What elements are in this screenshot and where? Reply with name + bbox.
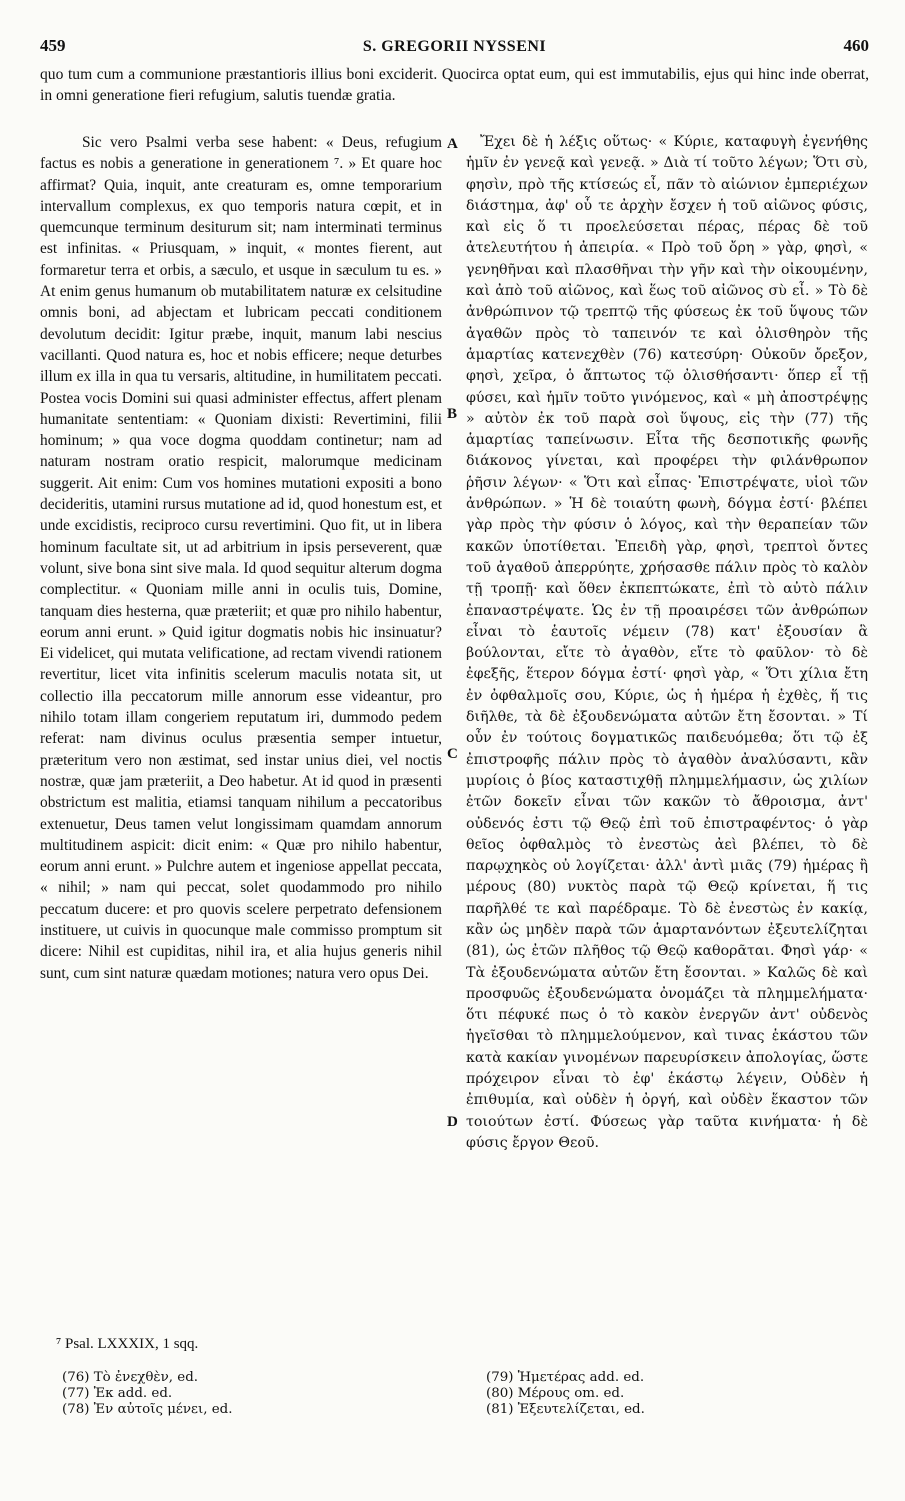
margin-marker-c: C — [447, 746, 458, 762]
note-80: (80) Μέρους om. ed. — [486, 1386, 625, 1401]
note-77: (77) Ἐκ add. ed. — [62, 1386, 173, 1401]
latin-column — [40, 132, 442, 984]
left-page-number: 459 — [40, 36, 66, 55]
intro-paragraph: quo tum cum a communione præstantioris illius boni exciderit. Quocirca optat eum, qui est immutabilis, ejus qui hinc inde oberrat, in omni generatione fieri refugium, salutis tuendæ gratia. — [40, 66, 869, 104]
notes-right — [486, 1370, 645, 1418]
note-81: (81) Ἐξευτελίζεται, ed. — [486, 1402, 645, 1417]
notes-left — [62, 1370, 232, 1418]
note-78: (78) Ἐν αὐτοῖς μένει, ed. — [62, 1402, 233, 1417]
margin-marker-b: B — [447, 406, 458, 422]
latin-paragraph: Sic vero Psalmi verba sese habent: « Deus, refugium factus es nobis a generatione in generationem ⁷. » Et quare hoc affirmat? Quia, inquit, ante creaturam es, omne temporarium intervallum complexus, ex quo temporis natura cœpit, et in quemcunque terminum desiturum sit; nam interminati terminus est infinitas. « Priusquam, » inquit, « montes fierent, aut formaretur terra et orbis, a sæculo, et usque in sæculum tu es. » At enim genus humanum ob mutabilitatem naturæ ex celsitudine omnis boni, ad abjectam et lubricam peccati conditionem devolutum decidit: Igitur præbe, inquit, manum labi nescius vacillanti. Quod natura es, hoc et nobis efficere; neque deturbes illum ex illa in qua tu versaris, altitudine, in humilitatem peccati. Postea vocis Domini sui quasi administer effectus, affert plenam humanitate sententiam: « Quoniam dixisti: Revertimini, filii hominum; » qua voce dogma quoddam continetur; nam ad naturam nostram oratio respicit, malorumque medicinam suggerit. Ait enim: Cum vos homines mutationi expositi a bono decideritis, utamini rursus mutatione ad id, quod honestum est, et unde excidistis, reciproco cursu revertimini. Quo fit, ut in libera hominum facultate sit, ut ad arbitrium in ipsis perseverent, quæ volunt, sive bona sint sive mala. Id quod sequitur alterum dogma complectitur. « Quoniam mille anni in oculis tuis, Domine, tanquam dies hesterna, quæ præteriit; et quæ pro nihilo habentur, eorum anni erunt. » Quid igitur dogmatis nobis hic insinuatur? Ei videlicet, qui mutata velificatione, ad rectam vivendi rationem revertitur, licet vita infinitis scelerum maculis notata sit, ut collectio illa peccatorum mille annorum esse videantur, pro nihilo totam illam congeriem reputatum iri, dummodo pedem referat: nam divinus oculus præsentia semper intuetur, præteritum vero non æstimat, sed instar unius diei, vel noctis nostræ, quæ jam præteriit, a Deo habetur. At id quod in præsenti obstrictum est malitia, etiamsi tanquam nihilum a peccatoribus extenuetur, Deus tamen velut longissimam quamdam annorum multitudinem aspicit: dicit enim: « Quæ pro nihilo habentur, eorum anni erunt. » Pulchre autem et ingeniose appellat peccata, « nihil; » nam qui peccat, solet quodammodo pro nihilo peccatum ducere: et pro quovis scelere perpetrato defensionem instituere, ut cuivis in quocunque male commisso promptum sit dicere: Nihil est cupiditas, nihil ira, et alia hujus generis nihil sunt, cum sint naturæ quædam motiones; natura vero opus Dei. — [40, 134, 442, 982]
greek-column — [466, 132, 868, 1154]
greek-paragraph: Ἔχει δὲ ἡ λέξις οὕτως· « Κύριε, καταφυγὴ ἐγενήθης ἡμῖν ἐν γενεᾷ καὶ γενεᾷ. » Διὰ τί τοῦτο λέγων; Ὅτι σὺ, φησὶν, πρὸ τῆς κτίσεώς εἶ, πᾶν τὸ αἰώνιον ἐμπεριέχων διάστημα, ἀφ' οὗ τε ἀρχὴν ἔσχεν ἡ τοῦ αἰῶνος φύσις, καὶ εἰς ὅ τι προελεύσεται πέρας, πέρας δὲ τοῦ ἀτελευτήτου ἡ ἀπειρία. « Πρὸ τοῦ ὄρη » γὰρ, φησὶ, « γενηθῆναι καὶ πλασθῆναι τὴν γῆν καὶ τὴν οἰκουμένην, καὶ ἀπὸ τοῦ αἰῶνος, καὶ ἕως τοῦ αἰῶνος σὺ εἶ. » Τὸ δὲ ἀνθρώπινον τῷ τρεπτῷ τῆς φύσεως ἐκ τοῦ ὕψους τῶν ἀγαθῶν πρὸς τὸ ταπεινόν τε καὶ ὀλισθηρὸν τῆς ἁμαρτίας κατενεχθὲν (76) κατεσύρη· Οὐκοῦν ὄρεξον, φησὶ, χεῖρα, ὁ ἄπτωτος τῷ ὀλισθήσαντι· ὅπερ εἶ τῇ φύσει, καὶ ἡμῖν τοῦτο γινόμενος, καὶ « μὴ ἀποστρέψῃς » αὐτὸν ἐκ τοῦ παρὰ σοὶ ὕψους, εἰς τὴν (77) τῆς ἁμαρτίας ταπείνωσιν. Εἶτα τῆς δεσποτικῆς φωνῆς διάκονος γίνεται, καὶ προφέρει τὴν φιλάνθρωπον ῥῆσιν λέγων· « Ὅτι καὶ εἶπας· Ἐπιστρέψατε, υἱοὶ τῶν ἀνθρώπων. » Ἡ δὲ τοιαύτη φωνὴ, δόγμα ἐστί· βλέπει γὰρ πρὸς τὴν φύσιν ὁ λόγος, καὶ τὴν θεραπείαν τῶν κακῶν ὑποτίθεται. Ἐπειδὴ γὰρ, φησὶ, τρεπτοὶ ὄντες τοῦ ἀγαθοῦ ἀπερρύητε, χρήσασθε πάλιν πρὸς τὸ καλὸν τῇ τροπῇ· καὶ ὅθεν ἐκπεπτώκατε, ἐπὶ τὸ αὐτὸ πάλιν ἐπαναστρέψατε. Ὡς ἐν τῇ προαιρέσει τῶν ἀνθρώπων εἶναι τὸ ἑαυτοῖς νέμειν (78) κατ' ἐξουσίαν ἃ βούλονται, εἴτε τὸ ἀγαθὸν, εἴτε τὸ φαῦλον· τὸ δὲ ἐφεξῆς, ἕτερον δόγμα ἐστί· φησὶ γὰρ, « Ὅτι χίλια ἔτη ἐν ὀφθαλμοῖς σου, Κύριε, ὡς ἡ ἡμέρα ἡ ἐχθὲς, ἥ τις διῆλθε, τὰ δὲ ἐξουδενώματα αὐτῶν ἔτη ἔσονται. » Τί οὖν ἐν τούτοις δογματικῶς παιδευόμεθα; ὅτι τῷ ἐξ ἐπιστροφῆς πάλιν πρὸς τὸ ἀγαθὸν ἀναλύσαντι, κἂν μυρίοις ὁ βίος καταστιχθῇ πλημμελήμασιν, ὡς χιλίων ἐτῶν δοκεῖν εἶναι τῶν κακῶν τὸ ἄθροισμα, ἀντ' οὐδενός ἐστι τῷ Θεῷ ἐπὶ τοῦ ἐπιστραφέντος· ὁ γὰρ θεῖος ὀφθαλμὸς τὸ ἐνεστὼς ἀεὶ βλέπει, τὸ δὲ παρῳχηκὸς οὐ λογίζεται· ἀλλ' ἀντὶ μιᾶς (79) ἡμέρας ἢ μέρους (80) νυκτὸς παρὰ τῷ Θεῷ κρίνεται, ἥ τις παρῆλθέ τε καὶ παρέδραμε. Τὸ δὲ ἐνεστὼς ἐν κακίᾳ, κἂν ὡς μηδὲν παρὰ τῶν ἁμαρτανόντων ἐξευτελίζηται (81), ὡς ἐτῶν πλῆθος τῷ Θεῷ καθορᾶται. Φησὶ γάρ· « Τὰ ἐξουδενώματα αὐτῶν ἔτη ἔσονται. » Καλῶς δὲ καὶ προσφυῶς ἐξουδενώματα ὀνομάζει τὰ πλημμελήματα· ὅτι πέφυκέ πως ὁ τὸ κακὸν ἐνεργῶν ἀντ' οὐδενὸς ἡγεῖσθαι τὸ πλημμελούμενον, καὶ τινας ἑκάστου τῶν κατὰ κακίαν γινομένων παρευρίσκειν ἀπολογίας, ὥστε πρόχειρον εἶναι τὸ ἐφ' ἑκάστῳ λέγειν, Οὐδὲν ἡ ἐπιθυμία, καὶ οὐδὲν ἡ ὀργή, καὶ οὐδὲν ἕκαστον τῶν τοιούτων ἐστί. Φύσεως γὰρ ταῦτα κινήματα· ἡ δὲ φύσις ἔργον Θεοῦ. — [466, 134, 868, 1151]
margin-marker-d: D — [447, 1114, 458, 1130]
running-header — [40, 36, 869, 62]
scripture-footnote: ⁷ Psal. LXXXIX, 1 sqq. — [56, 1336, 199, 1352]
right-page-number: 460 — [843, 36, 869, 55]
note-79: (79) Ἡμετέρας add. ed. — [486, 1370, 645, 1385]
margin-marker-a: A — [447, 136, 458, 152]
note-76: (76) Τὸ ἐνεχθὲν, ed. — [62, 1370, 199, 1385]
page-title: S. GREGORII NYSSENI — [362, 38, 547, 55]
